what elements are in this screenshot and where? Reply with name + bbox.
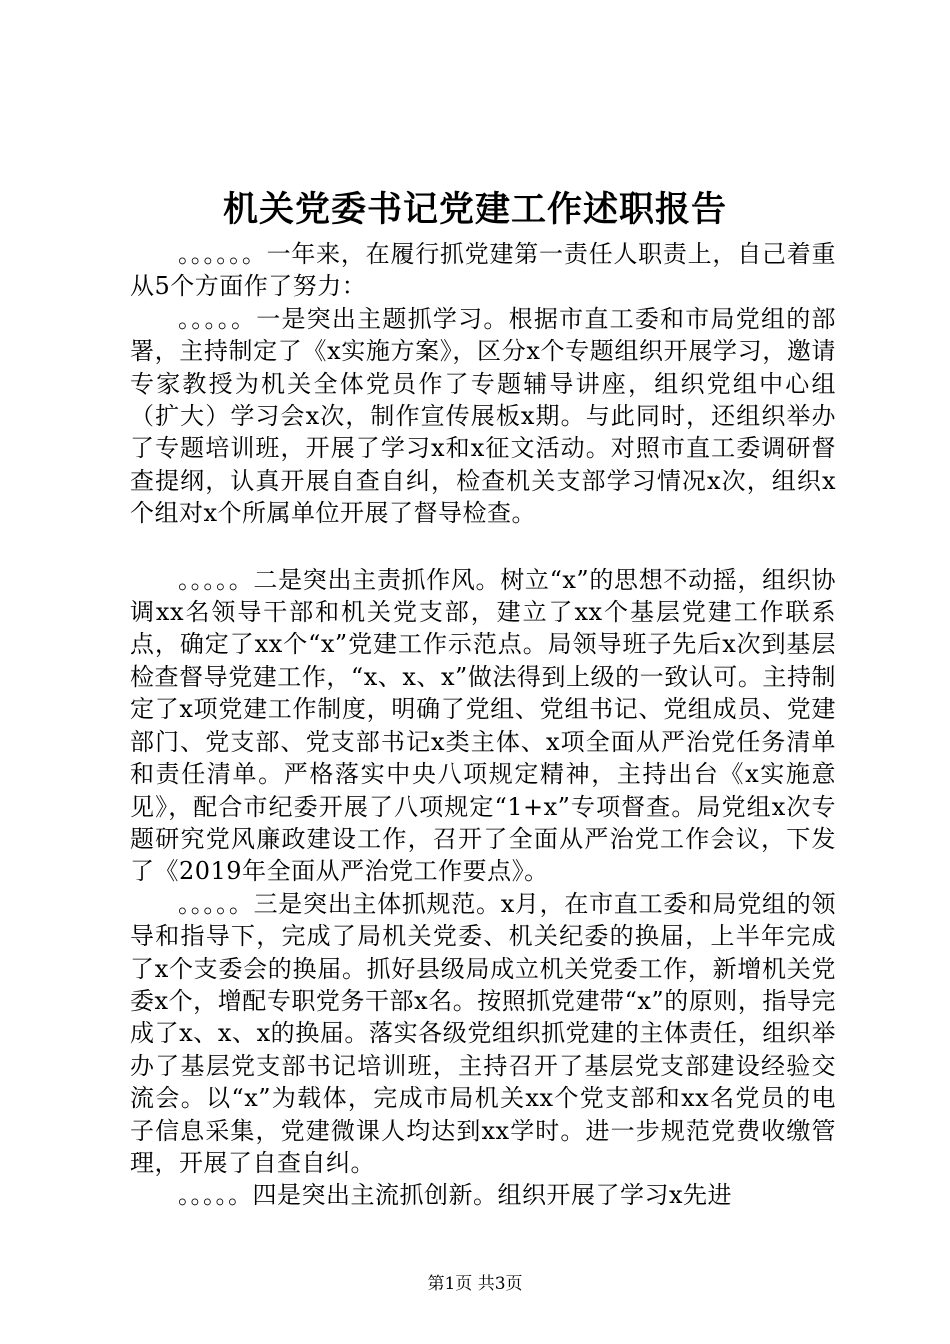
document-body <box>130 238 836 1212</box>
paragraph-spacer <box>130 530 836 564</box>
paragraph-innovation: 。。。。。四是突出主流抓创新。组织开展了学习x先进 <box>178 1181 733 1210</box>
paragraph-intro: 。。。。。。一年来，在履行抓党建第一责任人职责上，自己着重从5个方面作了努力： <box>130 240 836 301</box>
paragraph-study: 。。。。。一是突出主题抓学习。根据市直工委和市局党组的部署，主持制定了《x实施方案》，区分x个专题组织开展学习，邀请专家教授为机关全体党员作了专题辅导讲座，组织党组中心组（扩大）学习会x次，制作宣传展板x期。与此同时，还组织举办了专题培训班，开展了学习x和x征文活动。对照市直工委调研督查提纲，认真开展自查自纠，检查机关支部学习情况x次，组织x个组对x个所属单位开展了督导检查。 <box>130 304 836 528</box>
page-footer: 第1页 共3页 <box>427 1274 523 1294</box>
paragraph-style: 。。。。。二是突出主责抓作风。树立“x”的思想不动摇，组织协调xx名领导干部和机关党支部，建立了xx个基层党建工作联系点，确定了xx个“x”党建工作示范点。局领导班子先后x次到基层检查督导党建工作，“x、x、x”做法得到上级的一致认可。主持制定了x项党建工作制度，明确了党组、党组书记、党组成员、党建部门、党支部、党支部书记x类主体、x项全面从严治党任务清单和责任清单。严格落实中央八项规定精神，主持出台《x实施意见》，配合市纪委开展了八项规定“1+x”专项督查。局党组x次专题研究党风廉政建设工作，召开了全面从严治党工作会议，下发了《2019年全面从严治党工作要点》。 <box>130 565 836 886</box>
document-title: 机关党委书记党建工作述职报告 <box>222 189 727 230</box>
paragraph-standard: 。。。。。三是突出主体抓规范。x月，在市直工委和局党组的领导和指导下，完成了局机关党委、机关纪委的换届，上半年完成了x个支委会的换届。抓好县级局成立机关党委工作，新增机关党委x个，增配专职党务干部x名。按照抓党建带“x”的原则，指导完成了x、x、x的换届。落实各级党组织抓党建的主体责任，组织举办了基层党支部书记培训班，主持召开了基层党支部建设经验交流会。以“x”为载体，完成市局机关xx个党支部和xx名党员的电子信息采集，党建微课人均达到xx学时。进一步规范党费收缴管理，开展了自查自纠。 <box>130 889 836 1177</box>
